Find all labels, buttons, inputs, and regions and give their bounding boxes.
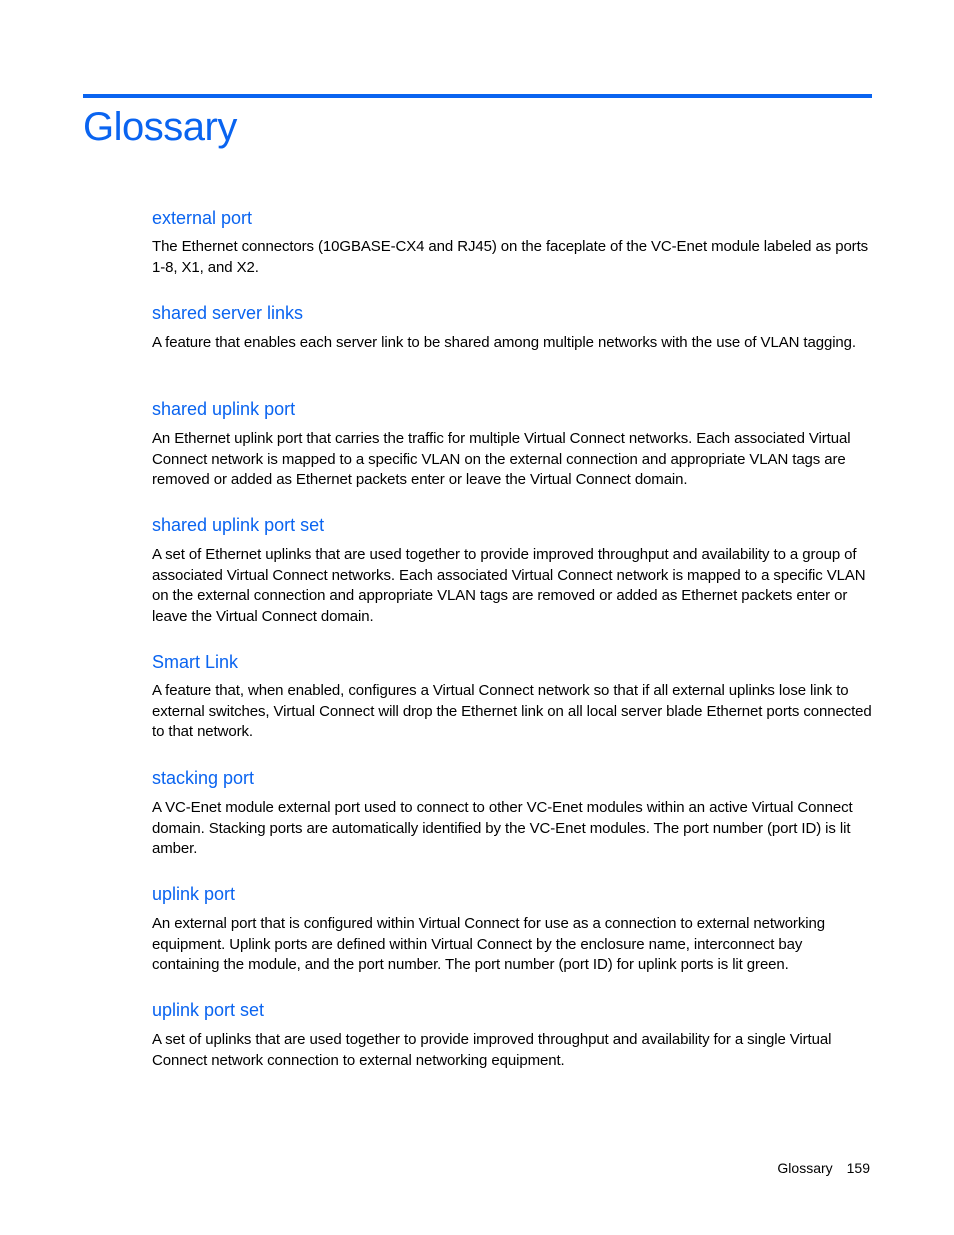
page-number: 159 bbox=[846, 1160, 870, 1176]
glossary-term: uplink port bbox=[152, 884, 236, 904]
glossary-entry bbox=[152, 301, 872, 354]
glossary-entry bbox=[152, 998, 872, 1071]
page-title: Glossary bbox=[83, 105, 237, 149]
glossary-term: shared server links bbox=[152, 303, 304, 323]
footer-section-label: Glossary bbox=[777, 1160, 833, 1176]
glossary-entry bbox=[152, 513, 872, 627]
glossary-term: external port bbox=[152, 208, 253, 228]
glossary-definition: A feature that enables each server link to be shared among multiple networks with the use of VLAN tagging. bbox=[152, 334, 856, 351]
glossary-entry bbox=[152, 882, 872, 976]
glossary-entry bbox=[152, 650, 872, 743]
glossary-term: shared uplink port set bbox=[152, 515, 325, 535]
glossary-definition: A set of Ethernet uplinks that are used together to provide improved throughput and availability to a group of associated Virtual Connect networks. Each associated Virtual Connect network is mapped to a specific VLAN on the external connection and appropriate VLAN tags are removed or added as Ethernet packets enter or leave the Virtual Connect domain. bbox=[152, 546, 866, 625]
glossary-definition: A set of uplinks that are used together to provide improved throughput and availability for a single Virtual Connect network connection to external networking equipment. bbox=[152, 1031, 832, 1069]
glossary-entry bbox=[152, 397, 872, 491]
glossary-definition: A feature that, when enabled, configures a Virtual Connect network so that if all external uplinks lose link to external switches, Virtual Connect will drop the Ethernet link on all local server blade Ethernet ports connected to that network. bbox=[152, 682, 872, 740]
glossary-term: uplink port set bbox=[152, 1000, 265, 1020]
glossary-definition: A VC-Enet module external port used to connect to other VC-Enet modules within an active Virtual Connect domain. Stacking ports are automatically identified by the VC-Enet modules. The port number (port ID) is lit amber. bbox=[152, 799, 853, 857]
glossary-definition: An external port that is configured within Virtual Connect for use as a connection to external networking equipment. Uplink ports are defined within Virtual Connect by the enclosure name, interconnect bay containing the module, and the port number. The port number (port ID) for uplink ports is lit green. bbox=[152, 915, 825, 973]
page-footer bbox=[777, 1158, 870, 1178]
glossary-term: Smart Link bbox=[152, 652, 239, 672]
glossary-term: stacking port bbox=[152, 768, 255, 788]
glossary-definition: An Ethernet uplink port that carries the traffic for multiple Virtual Connect networks. Each associated Virtual Connect network is mapped to a specific VLAN on the external connection and appropriate VLAN tags are removed or added as Ethernet packets enter or leave the Virtual Connect domain. bbox=[152, 430, 851, 488]
glossary-entry bbox=[152, 766, 872, 860]
glossary-entry bbox=[152, 206, 872, 278]
glossary-definition: The Ethernet connectors (10GBASE-CX4 and RJ45) on the faceplate of the VC-Enet module labeled as ports 1-8, X1, and X2. bbox=[152, 238, 869, 276]
glossary-term: shared uplink port bbox=[152, 399, 296, 419]
title-rule bbox=[83, 94, 872, 98]
